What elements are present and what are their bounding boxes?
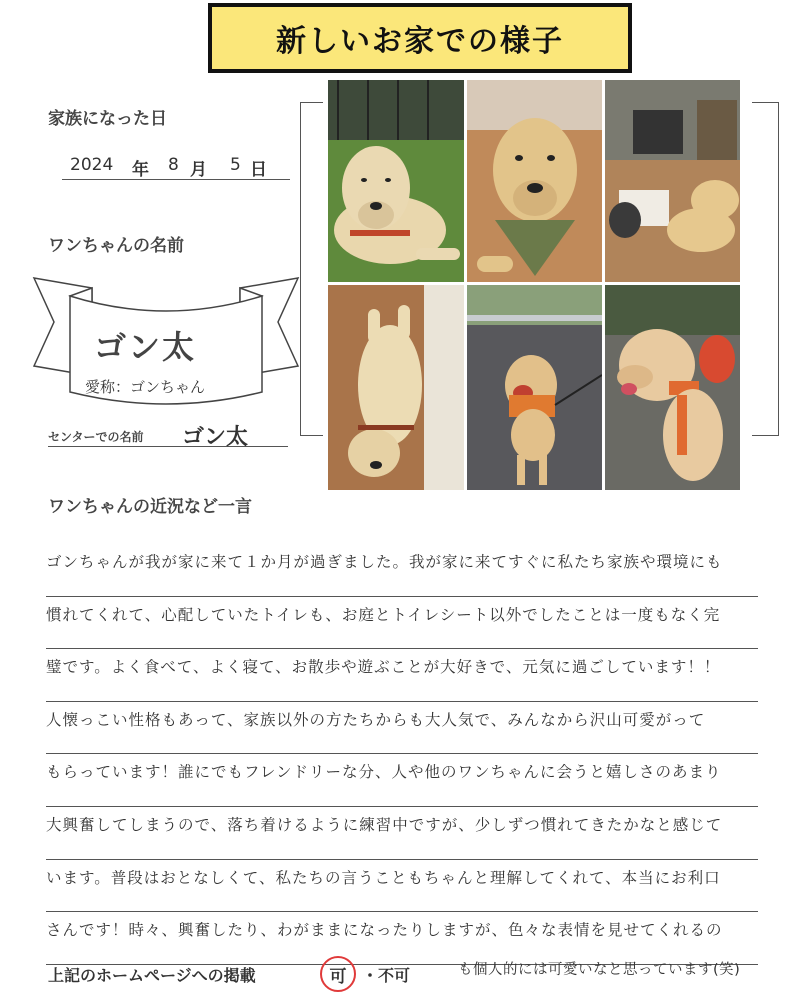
comment-label: ワンちゃんの近況など一言: [48, 497, 252, 517]
photo-grid: [328, 80, 740, 490]
date-month-unit: 月: [190, 160, 207, 180]
publish-consent-label: 上記のホームページへの掲載: [48, 966, 256, 985]
dog-name-label: ワンちゃんの名前: [48, 236, 184, 256]
consent-ng: ・不可: [362, 966, 411, 985]
photo-dog-walking: [467, 285, 602, 490]
photo-dog-indoors: [605, 80, 740, 282]
page-title: 新しいお家での様子: [208, 3, 632, 73]
comment-line: もらっています！誰にでもフレンドリーな分、人や他のワンちゃんに会うと嬉しさのあまり: [46, 754, 758, 807]
family-day-label: 家族になった日: [48, 109, 167, 129]
left-bracket: [300, 102, 323, 436]
comment-line: います。普段はおとなしくて、私たちの言うこともちゃんと理解してくれて、本当にお利口: [46, 860, 758, 913]
comment-line: 大興奮してしまうので、落ち着けるように練習中ですが、少しずつ慣れてきたかなと感じて: [46, 807, 758, 860]
consent-ok-circled: 可: [320, 956, 356, 992]
center-name-row: [48, 422, 288, 450]
comment-last-line: も個人的には可愛いなと思っています(笑): [458, 962, 741, 978]
center-name-label: センターでの名前: [48, 430, 144, 444]
dog-name-value: ゴン太: [93, 328, 196, 366]
comment-line: さんです！時々、興奮したり、わがままになったりしますが、色々な表情を見せてくれるの: [46, 912, 758, 965]
date-year-unit: 年: [132, 160, 149, 180]
comment-line: 慣れてくれて、心配していたトイレも、お庭とトイレシート以外でしたことは一度もなく完: [46, 597, 758, 650]
date-day-unit: 日: [250, 160, 267, 180]
comment-line: ゴンちゃんが我が家に来て１か月が過ぎました。我が家に来てすぐに私たち家族や環境にも: [46, 544, 758, 597]
photo-dog-with-toy: [605, 285, 740, 490]
comment-line: 人懐っこい性格もあって、家族以外の方たちからも大人気で、みんなから沢山可愛がって: [46, 702, 758, 755]
comment-line: 璧です。よく食べて、よく寝て、お散歩や遊ぶことが大好きで、元気に過ごしています！！: [46, 649, 758, 702]
dog-nickname: 愛称：ゴンちゃん: [84, 378, 205, 396]
date-year: 2024: [70, 155, 114, 175]
right-bracket: [752, 102, 779, 436]
family-day-date: [62, 153, 290, 180]
date-month: 8: [168, 155, 179, 175]
photo-dog-rolling: [328, 285, 464, 490]
photo-dog-bandana: [467, 80, 602, 282]
date-day: 5: [230, 155, 241, 175]
photo-dog-on-grass: [328, 80, 464, 282]
center-name-value: ゴン太: [182, 425, 249, 450]
comment-body: [46, 544, 758, 965]
